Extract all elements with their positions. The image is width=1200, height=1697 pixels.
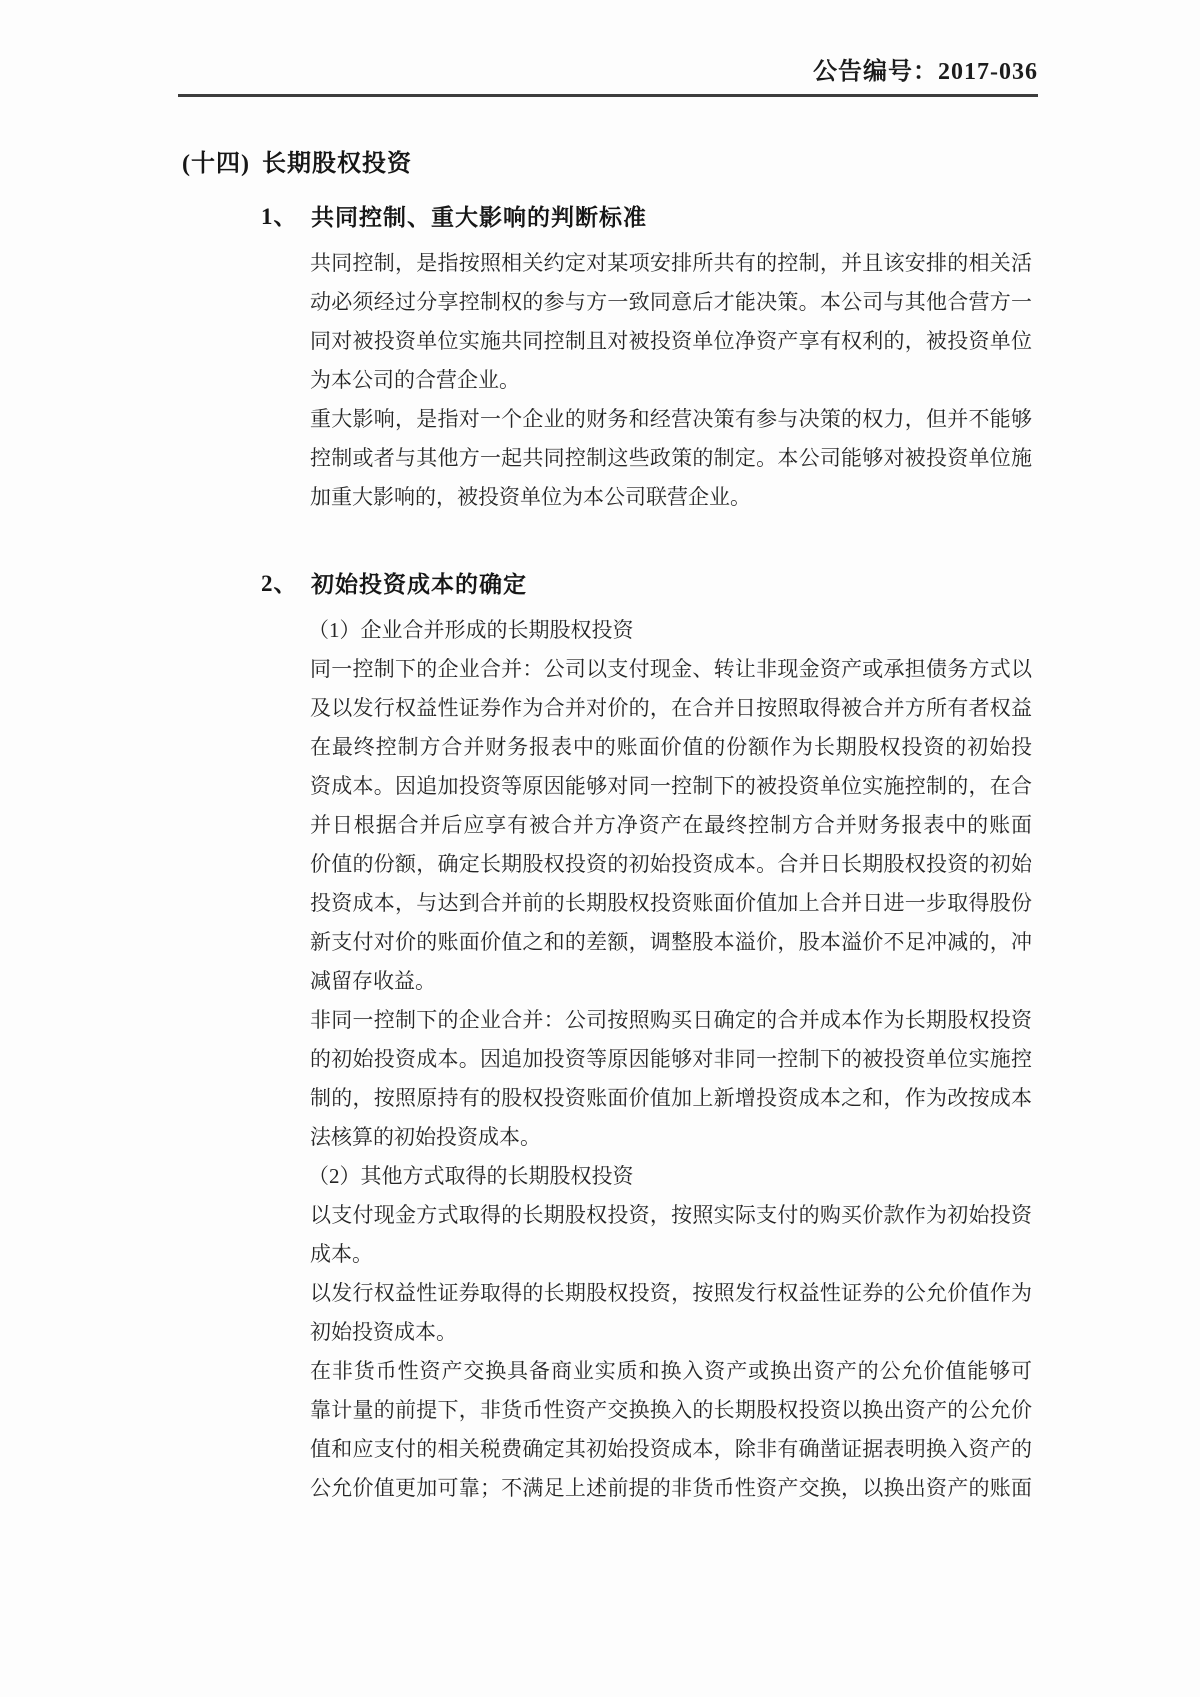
document-body — [178, 200, 1200, 1508]
paragraph-line: 新支付对价的账面价值之和的差额，调整股本溢价，股本溢价不足冲减的，冲 — [310, 930, 1032, 954]
paragraph-line: 减留存收益。 — [310, 969, 436, 993]
paragraph-line: 成本。 — [310, 1242, 373, 1266]
paragraph-line: 的初始投资成本。因追加投资等原因能够对非同一控制下的被投资单位实施控 — [310, 1047, 1032, 1071]
heading-number: 2、 — [261, 571, 298, 596]
paragraph — [310, 1274, 1032, 1352]
page-header — [178, 56, 1038, 88]
numbered-heading — [261, 567, 1200, 601]
paragraph-line: 加重大影响的，被投资单位为本公司联营企业。 — [310, 485, 751, 509]
numbered-heading — [261, 200, 1200, 234]
paragraph-line: 动必须经过分享控制权的参与方一致同意后才能决策。本公司与其他合营方一 — [310, 290, 1032, 314]
sub-heading: （2）其他方式取得的长期股权投资 — [308, 1164, 634, 1188]
paragraph-line: 在最终控制方合并财务报表中的账面价值的份额作为长期股权投资的初始投 — [310, 735, 1032, 759]
paragraph-line: 重大影响，是指对一个企业的财务和经营决策有参与决策的权力，但并不能够 — [310, 407, 1032, 431]
paragraph-line: 并日根据合并后应享有被合并方净资产在最终控制方合并财务报表中的账面 — [310, 813, 1032, 837]
paragraph-line: 价值的份额，确定长期股权投资的初始投资成本。合并日长期股权投资的初始 — [310, 852, 1032, 876]
paragraph — [310, 400, 1032, 517]
paragraph — [310, 1001, 1032, 1157]
paragraph-line: 制的，按照原持有的股权投资账面价值加上新增投资成本之和，作为改按成本 — [310, 1086, 1032, 1110]
section-label: (十四) — [182, 151, 250, 177]
paragraph-line: 为本公司的合营企业。 — [310, 368, 520, 392]
paragraph-line: 非同一控制下的企业合并：公司按照购买日确定的合并成本作为长期股权投资 — [310, 1008, 1032, 1032]
paragraph-line: 及以发行权益性证券作为合并对价的，在合并日按照取得被合并方所有者权益 — [310, 696, 1032, 720]
paragraph — [310, 1196, 1032, 1274]
doc-number: 公告编号：2017-036 — [813, 59, 1038, 85]
paragraph-line: 在非货币性资产交换具备商业实质和换入资产或换出资产的公允价值能够可 — [310, 1359, 1032, 1383]
paragraph — [310, 244, 1032, 400]
paragraph-line: 控制或者与其他方一起共同控制这些政策的制定。本公司能够对被投资单位施 — [310, 446, 1032, 470]
paragraph-line: 同对被投资单位实施共同控制且对被投资单位净资产享有权利的，被投资单位 — [310, 329, 1032, 353]
paragraph-line: 共同控制，是指按照相关约定对某项安排所共有的控制，并且该安排的相关活 — [310, 251, 1032, 275]
paragraph — [310, 1352, 1032, 1508]
paragraph-line: 靠计量的前提下，非货币性资产交换换入的长期股权投资以换出资产的公允价 — [310, 1398, 1032, 1422]
sub-heading: （1）企业合并形成的长期股权投资 — [308, 618, 634, 642]
paragraph-line: 公允价值更加可靠；不满足上述前提的非货币性资产交换，以换出资产的账面 — [310, 1476, 1032, 1500]
section-heading — [178, 143, 1200, 178]
paragraph-line: 初始投资成本。 — [310, 1320, 457, 1344]
paragraph-line: 以发行权益性证券取得的长期股权投资，按照发行权益性证券的公允价值作为 — [310, 1281, 1032, 1305]
paragraph-line: 值和应支付的相关税费确定其初始投资成本，除非有确凿证据表明换入资产的 — [310, 1437, 1032, 1461]
heading-number: 1、 — [261, 204, 298, 229]
paragraph-line: 同一控制下的企业合并：公司以支付现金、转让非现金资产或承担债务方式以 — [310, 657, 1032, 681]
paragraph-line: 投资成本，与达到合并前的长期股权投资账面价值加上合并日进一步取得股份 — [310, 891, 1032, 915]
paragraph-line: 法核算的初始投资成本。 — [310, 1125, 541, 1149]
heading-title: 共同控制、重大影响的判断标准 — [311, 204, 647, 230]
paragraph — [310, 650, 1032, 1001]
section-title: 长期股权投资 — [261, 150, 412, 177]
heading-title: 初始投资成本的确定 — [311, 571, 527, 597]
paragraph-line: 资成本。因追加投资等原因能够对同一控制下的被投资单位实施控制的，在合 — [310, 774, 1032, 798]
header-rule — [178, 94, 1038, 97]
paragraph-line: 以支付现金方式取得的长期股权投资，按照实际支付的购买价款作为初始投资 — [310, 1203, 1032, 1227]
